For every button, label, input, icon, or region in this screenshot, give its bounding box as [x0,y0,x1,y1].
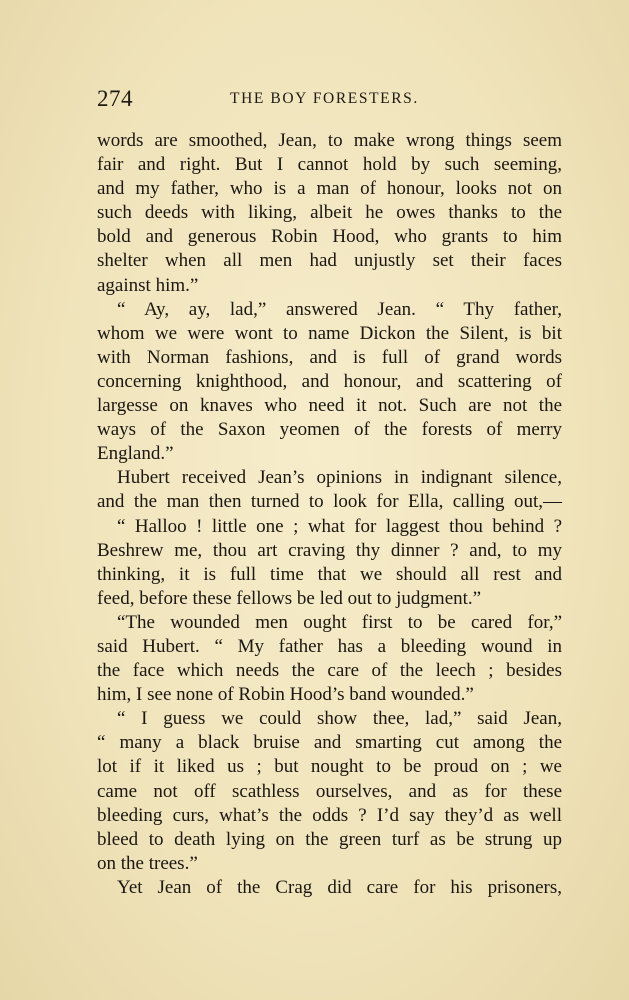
text-line: against him.” [97,274,199,296]
text-line: “ Halloo ! little one ; what for laggest thou behind ? [117,515,562,537]
text-line: bleeding curs, what’s the odds ? I’d say they’d as well [97,804,562,826]
text-line: and the man then turned to look for Ella, calling out,— [97,491,562,513]
text-line: largesse on knaves who need it not. Such are not the [97,395,562,417]
text-line: “ Ay, ay, lad,” answered Jean. “ Thy father, [117,298,562,320]
text-line: and my father, who is a man of honour, looks not on [97,178,562,200]
running-head [97,86,562,116]
text-line: with Norman fashions, and is full of grand words [97,346,562,368]
text-line: “ I guess we could show thee, lad,” said Jean, [117,708,562,730]
running-title: THE BOY FORESTERS. [230,90,419,107]
text-line: such deeds with liking, albeit he owes thanks to the [97,202,562,224]
text-line: the face which needs the care of the leech ; besides [97,660,562,682]
text-line: lot if it liked us ; but nought to be proud on ; we [97,756,562,778]
text-line: concerning knighthood, and honour, and scattering of [97,370,562,392]
text-line: said Hubert. “ My father has a bleeding wound in [97,635,562,657]
text-line: bleed to death lying on the green turf as be strung up [97,828,562,850]
text-line: ways of the Saxon yeomen of the forests of merry [97,419,562,441]
text-line: Yet Jean of the Crag did care for his prisoners, [117,876,562,898]
body-text [97,129,562,900]
text-line: fair and right. But I cannot hold by such seeming, [97,154,562,176]
text-line: on the trees.” [97,852,198,874]
text-line: shelter when all men had unjustly set their faces [97,250,562,272]
text-line: whom we were wont to name Dickon the Silent, is bit [97,322,562,344]
text-line: came not off scathless ourselves, and as for these [97,780,562,802]
text-line: him, I see none of Robin Hood’s band wounded.” [97,684,474,706]
text-line: Beshrew me, thou art craving thy dinner ? and, to my [97,539,562,561]
text-line: England.” [97,443,174,465]
text-line: thinking, it is full time that we should all rest and [97,563,562,585]
text-line: bold and generous Robin Hood, who grants to him [97,226,562,248]
page-number: 274 [97,86,133,111]
text-line: feed, before these fellows be led out to judgment.” [97,587,482,609]
text-line: “The wounded men ought first to be cared for,” [117,611,562,633]
text-line: “ many a black bruise and smarting cut among the [97,732,562,754]
text-line: Hubert received Jean’s opinions in indignant silence, [117,467,562,489]
text-line: words are smoothed, Jean, to make wrong things seem [97,130,562,151]
